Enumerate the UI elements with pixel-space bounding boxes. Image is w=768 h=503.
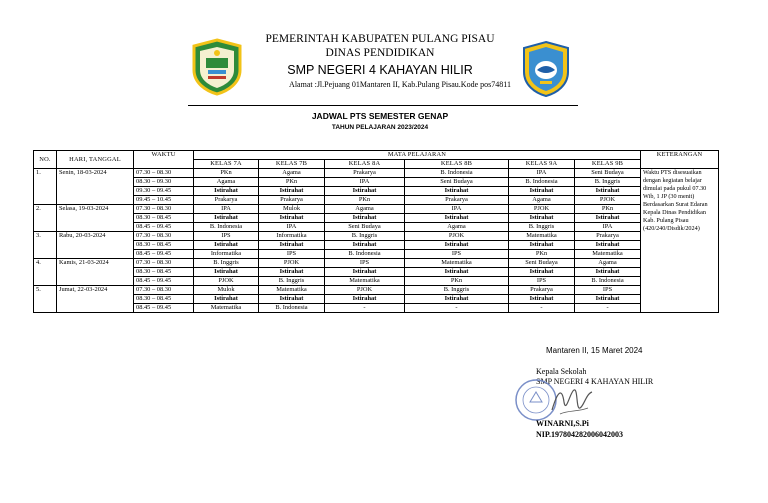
subject-cell: Istirahat: [259, 214, 325, 223]
subject-cell: IPS: [575, 286, 641, 295]
subject-cell: Istirahat: [259, 187, 325, 196]
subject-cell: Agama: [325, 205, 405, 214]
subject-cell: Prakarya: [405, 196, 509, 205]
subject-cell: PKn: [259, 178, 325, 187]
header-subjects: MATA PELAJARAN: [194, 151, 641, 160]
time-slot: 08.30 – 08.45: [134, 268, 194, 277]
subject-cell: Istirahat: [194, 214, 259, 223]
table-row: [34, 295, 719, 304]
day-number: 2.: [34, 205, 57, 232]
subject-cell: IPS: [405, 250, 509, 259]
subject-cell: Istirahat: [325, 214, 405, 223]
day-date: Kamis, 21-03-2024: [57, 259, 134, 286]
subject-cell: Istirahat: [575, 295, 641, 304]
subject-cell: IPA: [194, 205, 259, 214]
table-row: [34, 214, 719, 223]
time-slot: 07.30 – 08.30: [134, 259, 194, 268]
subject-cell: -: [325, 304, 405, 313]
subject-cell: B. Inggris: [194, 259, 259, 268]
subject-cell: Istirahat: [509, 295, 575, 304]
subject-cell: Istirahat: [325, 187, 405, 196]
subject-cell: Istirahat: [325, 268, 405, 277]
time-slot: 08.30 – 08.45: [134, 241, 194, 250]
time-slot: 08.45 – 09.45: [134, 250, 194, 259]
time-slot: 09.45 – 10.45: [134, 196, 194, 205]
time-slot: 07.30 – 08.30: [134, 232, 194, 241]
subject-cell: PKn: [509, 250, 575, 259]
subject-cell: Istirahat: [509, 268, 575, 277]
subject-cell: IPA: [575, 223, 641, 232]
subject-cell: Prakarya: [325, 169, 405, 178]
subject-cell: IPS: [509, 277, 575, 286]
subject-cell: Istirahat: [194, 295, 259, 304]
day-number: 4.: [34, 259, 57, 286]
time-slot: 08.30 – 08.45: [134, 214, 194, 223]
table-row: [34, 241, 719, 250]
subject-cell: -: [509, 304, 575, 313]
day-date: Rabu, 20-03-2024: [57, 232, 134, 259]
government-name: PEMERINTAH KABUPATEN PULANG PISAU: [265, 33, 495, 45]
subject-cell: B. Inggris: [509, 223, 575, 232]
day-number: 3.: [34, 232, 57, 259]
subject-cell: PJOK: [575, 196, 641, 205]
subject-cell: -: [575, 304, 641, 313]
table-row: [34, 232, 719, 241]
subject-cell: Istirahat: [509, 241, 575, 250]
subject-cell: PJOK: [194, 277, 259, 286]
subject-cell: Seni Budaya: [405, 178, 509, 187]
subject-cell: Agama: [259, 169, 325, 178]
subject-cell: Agama: [194, 178, 259, 187]
table-row: [34, 268, 719, 277]
subject-cell: Prakarya: [194, 196, 259, 205]
subject-cell: Istirahat: [405, 214, 509, 223]
subject-cell: B. Inggris: [575, 178, 641, 187]
subject-cell: Agama: [509, 196, 575, 205]
subject-cell: Istirahat: [575, 187, 641, 196]
subject-cell: Matematika: [575, 250, 641, 259]
school-name: SMP NEGERI 4 KAHAYAN HILIR: [287, 63, 473, 77]
subject-cell: Istirahat: [194, 268, 259, 277]
subject-cell: Agama: [575, 259, 641, 268]
table-row: [34, 250, 719, 259]
time-slot: 08.45 – 09.45: [134, 277, 194, 286]
header-day: HARI, TANGGAL: [57, 151, 134, 169]
place-date: Mantaren II, 15 Maret 2024: [546, 346, 643, 355]
header-class: KELAS 9B: [575, 160, 641, 169]
exam-schedule-table: [33, 150, 719, 313]
subject-cell: Istirahat: [194, 241, 259, 250]
subject-cell: PKn: [194, 169, 259, 178]
letterhead-rule: [188, 105, 578, 106]
document-title: JADWAL PTS SEMESTER GENAP: [311, 111, 449, 121]
table-row: [34, 286, 719, 295]
table-row: [34, 205, 719, 214]
subject-cell: Istirahat: [259, 241, 325, 250]
subject-cell: B. Inggris: [405, 286, 509, 295]
notes-cell: Waktu PTS disesuaikan dengan kegiatan belajar dimulai pada pukul 07.30 Wib, 1 JP (30 menit) Berdasarkan Surat Edaran Kepala Dinas Pendidikan Kab. Pulang Pisau (420/240/Disdik/2024): [641, 169, 719, 313]
subject-cell: Istirahat: [575, 268, 641, 277]
subject-cell: PJOK: [259, 259, 325, 268]
subject-cell: B. Indonesia: [405, 169, 509, 178]
subject-cell: Istirahat: [325, 295, 405, 304]
academic-year: TAHUN PELAJARAN 2023/2024: [331, 124, 429, 131]
subject-cell: Informatika: [194, 250, 259, 259]
day-number: 1.: [34, 169, 57, 205]
header-class: KELAS 8A: [325, 160, 405, 169]
header-notes: KETERANGAN: [641, 151, 719, 169]
subject-cell: Mulok: [194, 286, 259, 295]
table-row: [34, 178, 719, 187]
subject-cell: Prakarya: [575, 232, 641, 241]
day-number: 5.: [34, 286, 57, 313]
subject-cell: Istirahat: [509, 214, 575, 223]
subject-cell: PJOK: [405, 232, 509, 241]
handwritten-signature: [548, 380, 596, 420]
subject-cell: Seni Budaya: [509, 259, 575, 268]
header-time: WAKTU: [134, 151, 194, 169]
subject-cell: Matematika: [325, 277, 405, 286]
signatory-nip: NIP.197804282006042003: [536, 430, 624, 439]
day-date: Selasa, 19-03-2024: [57, 205, 134, 232]
subject-cell: B. Indonesia: [575, 277, 641, 286]
header-class: KELAS 7A: [194, 160, 259, 169]
subject-cell: PJOK: [509, 205, 575, 214]
subject-cell: Istirahat: [405, 241, 509, 250]
header-class: KELAS 9A: [509, 160, 575, 169]
subject-cell: Agama: [405, 223, 509, 232]
subject-cell: IPS: [194, 232, 259, 241]
subject-cell: Istirahat: [259, 295, 325, 304]
subject-cell: Istirahat: [194, 187, 259, 196]
subject-cell: Mulok: [259, 205, 325, 214]
school-address: Alamat :Jl.Pejuang 01Mantaren II, Kab.Pulang Pisau.Kode pos74811: [289, 80, 511, 89]
subject-cell: Matematika: [194, 304, 259, 313]
header-no: NO.: [34, 151, 57, 169]
signatory-school: SMP NEGERI 4 KAHAYAN HILIR: [536, 377, 654, 386]
time-slot: 08.30 – 08.45: [134, 295, 194, 304]
time-slot: 08.45 – 09.45: [134, 223, 194, 232]
subject-cell: IPS: [325, 259, 405, 268]
subject-cell: Seni Budaya: [575, 169, 641, 178]
department-name: DINAS PENDIDIKAN: [325, 47, 435, 59]
subject-cell: B. Inggris: [325, 232, 405, 241]
day-date: Senin, 18-03-2024: [57, 169, 134, 205]
subject-cell: Seni Budaya: [325, 223, 405, 232]
subject-cell: Matematika: [509, 232, 575, 241]
subject-cell: IPS: [259, 250, 325, 259]
subject-cell: B. Inggris: [259, 277, 325, 286]
day-date: Jumat, 22-03-2024: [57, 286, 134, 313]
subject-cell: B. Indonesia: [509, 178, 575, 187]
header-class: KELAS 8B: [405, 160, 509, 169]
time-slot: 09.30 – 09.45: [134, 187, 194, 196]
subject-cell: IPA: [405, 205, 509, 214]
subject-cell: Prakarya: [259, 196, 325, 205]
subject-cell: IPA: [509, 169, 575, 178]
subject-cell: Matematika: [259, 286, 325, 295]
time-slot: 07.30 – 08.30: [134, 286, 194, 295]
table-row: [34, 277, 719, 286]
subject-cell: Istirahat: [509, 187, 575, 196]
subject-cell: PKn: [575, 205, 641, 214]
subject-cell: Prakarya: [509, 286, 575, 295]
time-slot: 08.30 – 09.30: [134, 178, 194, 187]
subject-cell: Istirahat: [405, 187, 509, 196]
subject-cell: PKn: [325, 196, 405, 205]
subject-cell: Informatika: [259, 232, 325, 241]
subject-cell: Istirahat: [405, 268, 509, 277]
subject-cell: Istirahat: [405, 295, 509, 304]
signatory-role: Kepala Sekolah: [536, 367, 587, 376]
subject-cell: B. Indonesia: [325, 250, 405, 259]
subject-cell: IPA: [325, 178, 405, 187]
subject-cell: Istirahat: [575, 214, 641, 223]
subject-cell: Istirahat: [259, 268, 325, 277]
subject-cell: PJOK: [325, 286, 405, 295]
header-class: KELAS 7B: [259, 160, 325, 169]
table-row: [34, 223, 719, 232]
time-slot: 07.30 – 08.30: [134, 169, 194, 178]
signatory-name: WINARNI,S.Pi: [536, 419, 589, 428]
table-row: [34, 169, 719, 178]
time-slot: 07.30 – 08.30: [134, 205, 194, 214]
subject-cell: PKn: [405, 277, 509, 286]
subject-cell: -: [405, 304, 509, 313]
subject-cell: Istirahat: [575, 241, 641, 250]
table-row: [34, 304, 719, 313]
subject-cell: Matematika: [405, 259, 509, 268]
table-row: [34, 259, 719, 268]
table-row: [34, 196, 719, 205]
subject-cell: Istirahat: [325, 241, 405, 250]
table-row: [34, 187, 719, 196]
subject-cell: IPA: [259, 223, 325, 232]
subject-cell: B. Indonesia: [194, 223, 259, 232]
subject-cell: B. Indonesia: [259, 304, 325, 313]
time-slot: 08.45 – 09.45: [134, 304, 194, 313]
